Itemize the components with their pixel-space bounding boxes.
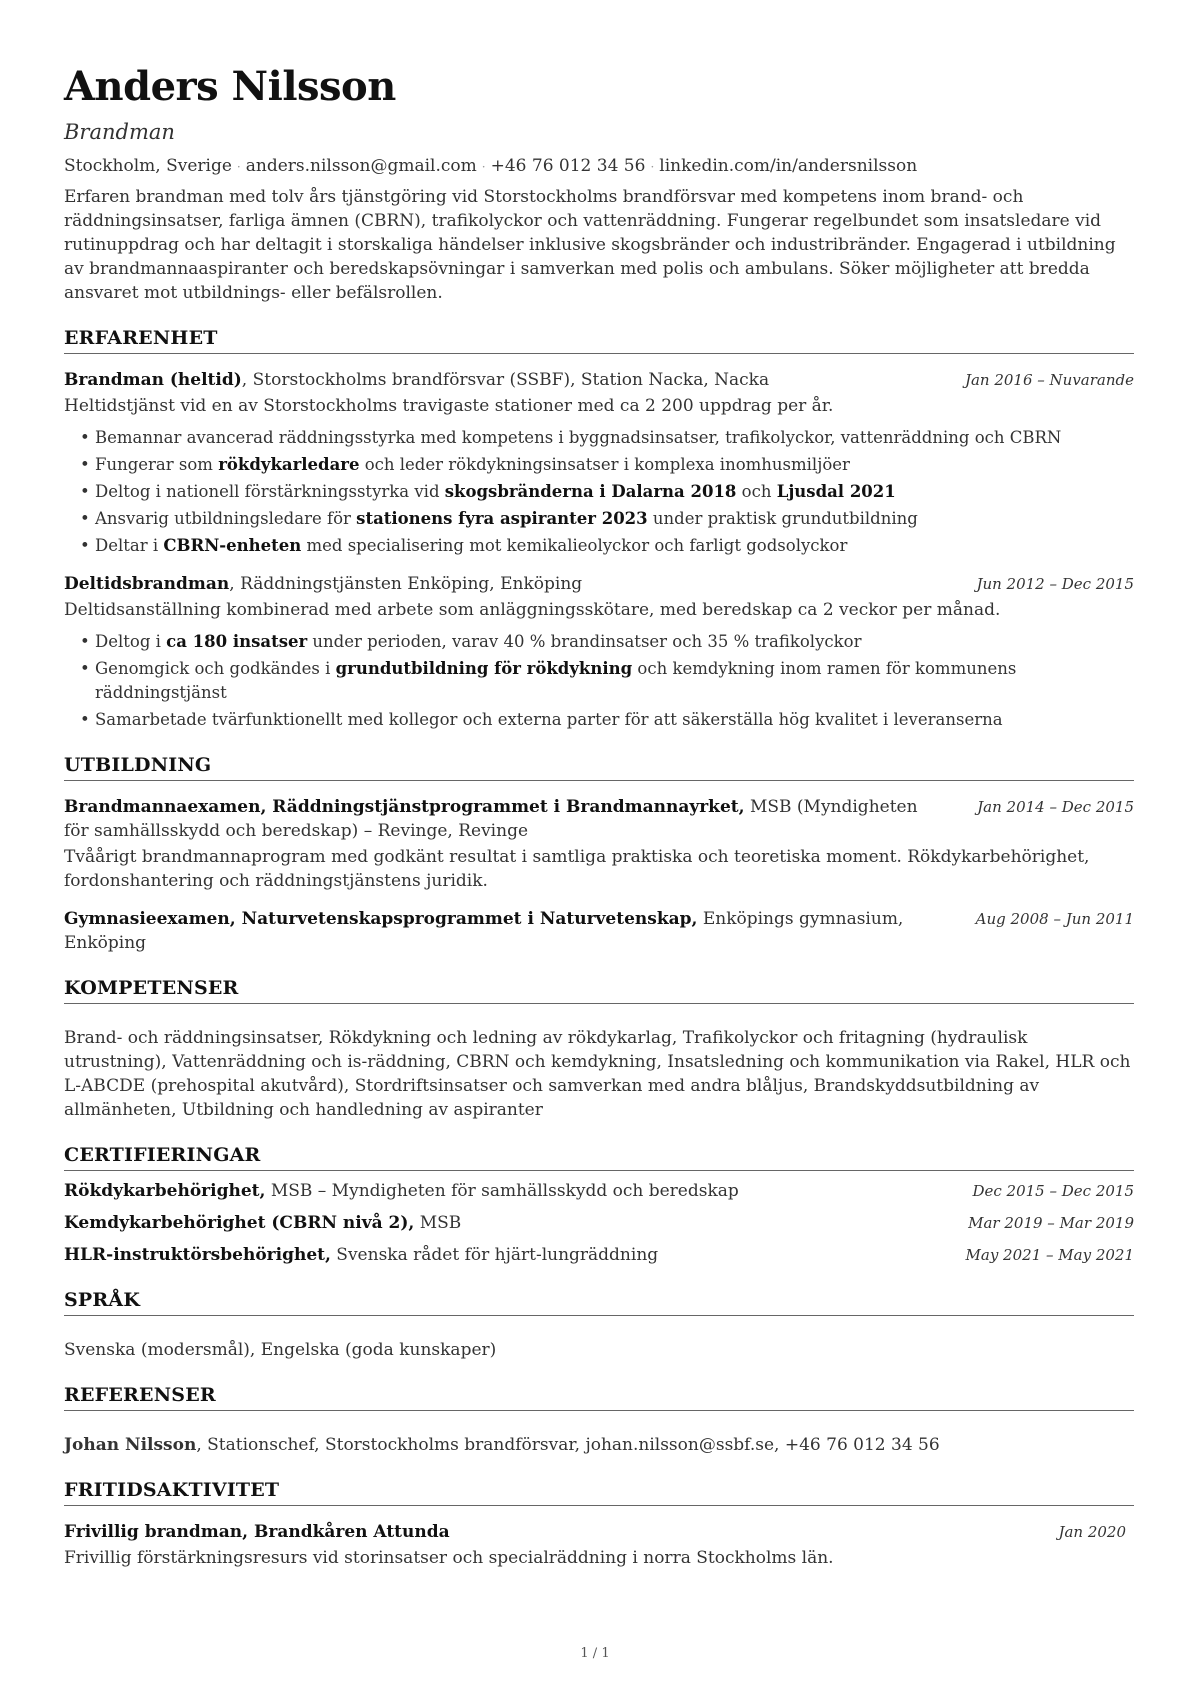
bullet-item: • Samarbetade tvärfunktionellt med kollegor och externa parter för att säkerställa hög kvalitet i leveranserna [64,708,1134,732]
experience-section [64,327,1134,732]
bullet-item: • Ansvarig utbildningsledare för stationens fyra aspiranter 2023 under praktisk grundutbildning [64,507,1134,531]
education-school: MSB (Myndigheten för samhällsskydd och beredskap) – Revinge, Revinge [64,797,918,841]
activity-entry [64,1520,1134,1570]
contact-separator: · [481,160,486,174]
job-title [64,368,769,392]
certification-dates: Dec 2015 – Dec 2015 [972,1182,1134,1200]
bullet-item: • Fungerar som rökdykarledare och leder rökdykningsinsatser i komplexa inomhusmiljöer [64,453,1134,477]
contact-separator: · [650,160,655,174]
certification-dates: Mar 2019 – Mar 2019 [968,1214,1134,1232]
job-employer: , Storstockholms brandförsvar (SSBF), Station Nacka, Nacka [241,370,770,390]
languages-section [64,1289,1134,1362]
education-entry [64,795,1134,893]
certifications-section [64,1144,1134,1267]
contact-separator: · [236,160,241,174]
candidate-name: Anders Nilsson [64,63,396,110]
section-title-certifications: CERTIFIERINGAR [64,1144,1134,1171]
education-entry [64,907,1134,955]
job-dates: Jun 2012 – Dec 2015 [976,575,1134,593]
contact-email[interactable]: anders.nilsson@gmail.com [245,156,477,176]
bullet-item: • Bemannar avancerad räddningsstyrka med kompetens i byggnadsinsatser, trafikolyckor, vattenräddning och CBRN [64,426,1134,450]
certification-issuer: Svenska rådet för hjärt-lungräddning [330,1245,659,1265]
certification-name: HLR-instruktörsbehörighet, [64,1245,331,1265]
activity-description: Frivillig förstärkningsresurs vid storinsatser och specialräddning i norra Stockholms län. [64,1548,834,1568]
contact-location: Stockholm, Sverige [64,156,232,176]
job-entry [64,368,1134,558]
bullet-item: • Genomgick och godkändes i grundutbildning för rökdykning och kemdykning inom ramen för kommunens räddningstjänst [64,657,1134,705]
job-dates: Jan 2016 – Nuvarande [964,371,1134,389]
education-title [64,907,944,955]
certification-row [64,1179,1134,1203]
reference-entry [64,1433,1134,1457]
job-title [64,572,582,596]
job-entry [64,572,1134,732]
skills-section [64,977,1134,1122]
certification-dates: May 2021 – May 2021 [965,1246,1134,1264]
job-bullets [64,630,1134,732]
contact-line [64,154,1134,179]
skills-text: Brand- och räddningsinsatser, Rökdykning och ledning av rökdykarlag, Trafikolyckor och fritagning (hydraulisk utrustning), Vattenräddning och is-räddning, CBRN och kemdykning, Insatsledning och kommunikation via Rakel, HLR och L-ABCDE (prehospital akutvård), Stordriftsinsatser och samverkan med andra blåljus, Brandskyddsutbildning av allmänheten, Utbildning och handledning av aspiranter [64,1028,1131,1120]
certification-row [64,1243,1134,1267]
activity-title: Frivillig brandman, Brandkåren Attunda [64,1522,450,1542]
certification-name: Rökdykarbehörighet, [64,1181,266,1201]
section-title-experience: ERFARENHET [64,327,1134,354]
contact-phone[interactable]: +46 76 012 34 56 [490,156,646,176]
section-title-education: UTBILDNING [64,754,1134,781]
activities-section [64,1479,1134,1570]
section-title-activities: FRITIDSAKTIVITET [64,1479,1134,1506]
job-employer: , Räddningstjänsten Enköping, Enköping [229,574,583,594]
education-dates: Aug 2008 – Jun 2011 [975,910,1134,928]
education-degree: Gymnasieexamen, Naturvetenskapsprogrammet i Naturvetenskap, [64,909,698,929]
resume-content [64,62,1134,1570]
bullet-item: • Deltar i CBRN-enheten med specialisering mot kemikalieolyckor och farligt godsolyckor [64,534,1134,558]
languages-text: Svenska (modersmål), Engelska (goda kunskaper) [64,1340,497,1360]
reference-name: Johan Nilsson [64,1435,197,1455]
section-title-skills: KOMPETENSER [64,977,1134,1004]
education-title [64,795,944,843]
job-position: Deltidsbrandman [64,574,230,594]
profile-summary: Erfaren brandman med tolv års tjänstgöring vid Storstockholms brandförsvar med kompetens inom brand- och räddningsinsatser, farliga ämnen (CBRN), trafikolyckor och vattenräddning. Fungerar regelbundet som insatsledare vid rutinuppdrag och har deltagit i storskaliga händelser inklusive skogsbränder och industribränder. Engagerad i utbildning av brandmannaaspiranter och beredskapsövningar i samverkan med polis och ambulans. Söker möjligheter att bredda ansvaret mot utbildnings- eller befälsrollen. [64,187,1116,303]
certification-issuer: MSB [414,1213,462,1233]
bullet-item: • Deltog i nationell förstärkningsstyrka vid skogsbränderna i Dalarna 2018 och Ljusdal 2021 [64,480,1134,504]
job-position: Brandman (heltid) [64,370,242,390]
education-school: Enköpings gymnasium, Enköping [64,909,904,953]
section-title-references: REFERENSER [64,1384,1134,1411]
bullet-item: • Deltog i ca 180 insatser under perioden, varav 40 % brandinsatser och 35 % trafikolyckor [64,630,1134,654]
job-bullets [64,426,1134,558]
activity-dates: Jan 2020 [1058,1523,1126,1541]
candidate-role: Brandman [64,120,175,144]
job-description: Heltidstjänst vid en av Storstockholms travigaste stationer med ca 2 200 uppdrag per år. [64,396,834,416]
education-description: Tvåårigt brandmannaprogram med godkänt resultat i samtliga praktiska och teoretiska moment. Rökdykarbehörighet, fordonshantering och räddningstjänstens juridik. [64,847,1090,891]
job-description: Deltidsanställning kombinerad med arbete som anläggningsskötare, med beredskap ca 2 veckor per månad. [64,600,1001,620]
page-number: 1 / 1 [580,1646,610,1661]
contact-linkedin[interactable]: linkedin.com/in/andersnilsson [659,156,918,176]
reference-details: , Stationschef, Storstockholms brandförsvar, johan.nilsson@ssbf.se, +46 76 012 34 56 [196,1435,940,1455]
education-section [64,754,1134,955]
certification-row [64,1211,1134,1235]
education-degree: Brandmannaexamen, Räddningstjänstprogrammet i Brandmannayrket, [64,797,745,817]
section-title-languages: SPRÅK [64,1289,1134,1316]
references-section [64,1384,1134,1457]
certification-name: Kemdykarbehörighet (CBRN nivå 2), [64,1213,415,1233]
education-dates: Jan 2014 – Dec 2015 [977,798,1134,816]
certification-issuer: MSB – Myndigheten för samhällsskydd och beredskap [265,1181,739,1201]
